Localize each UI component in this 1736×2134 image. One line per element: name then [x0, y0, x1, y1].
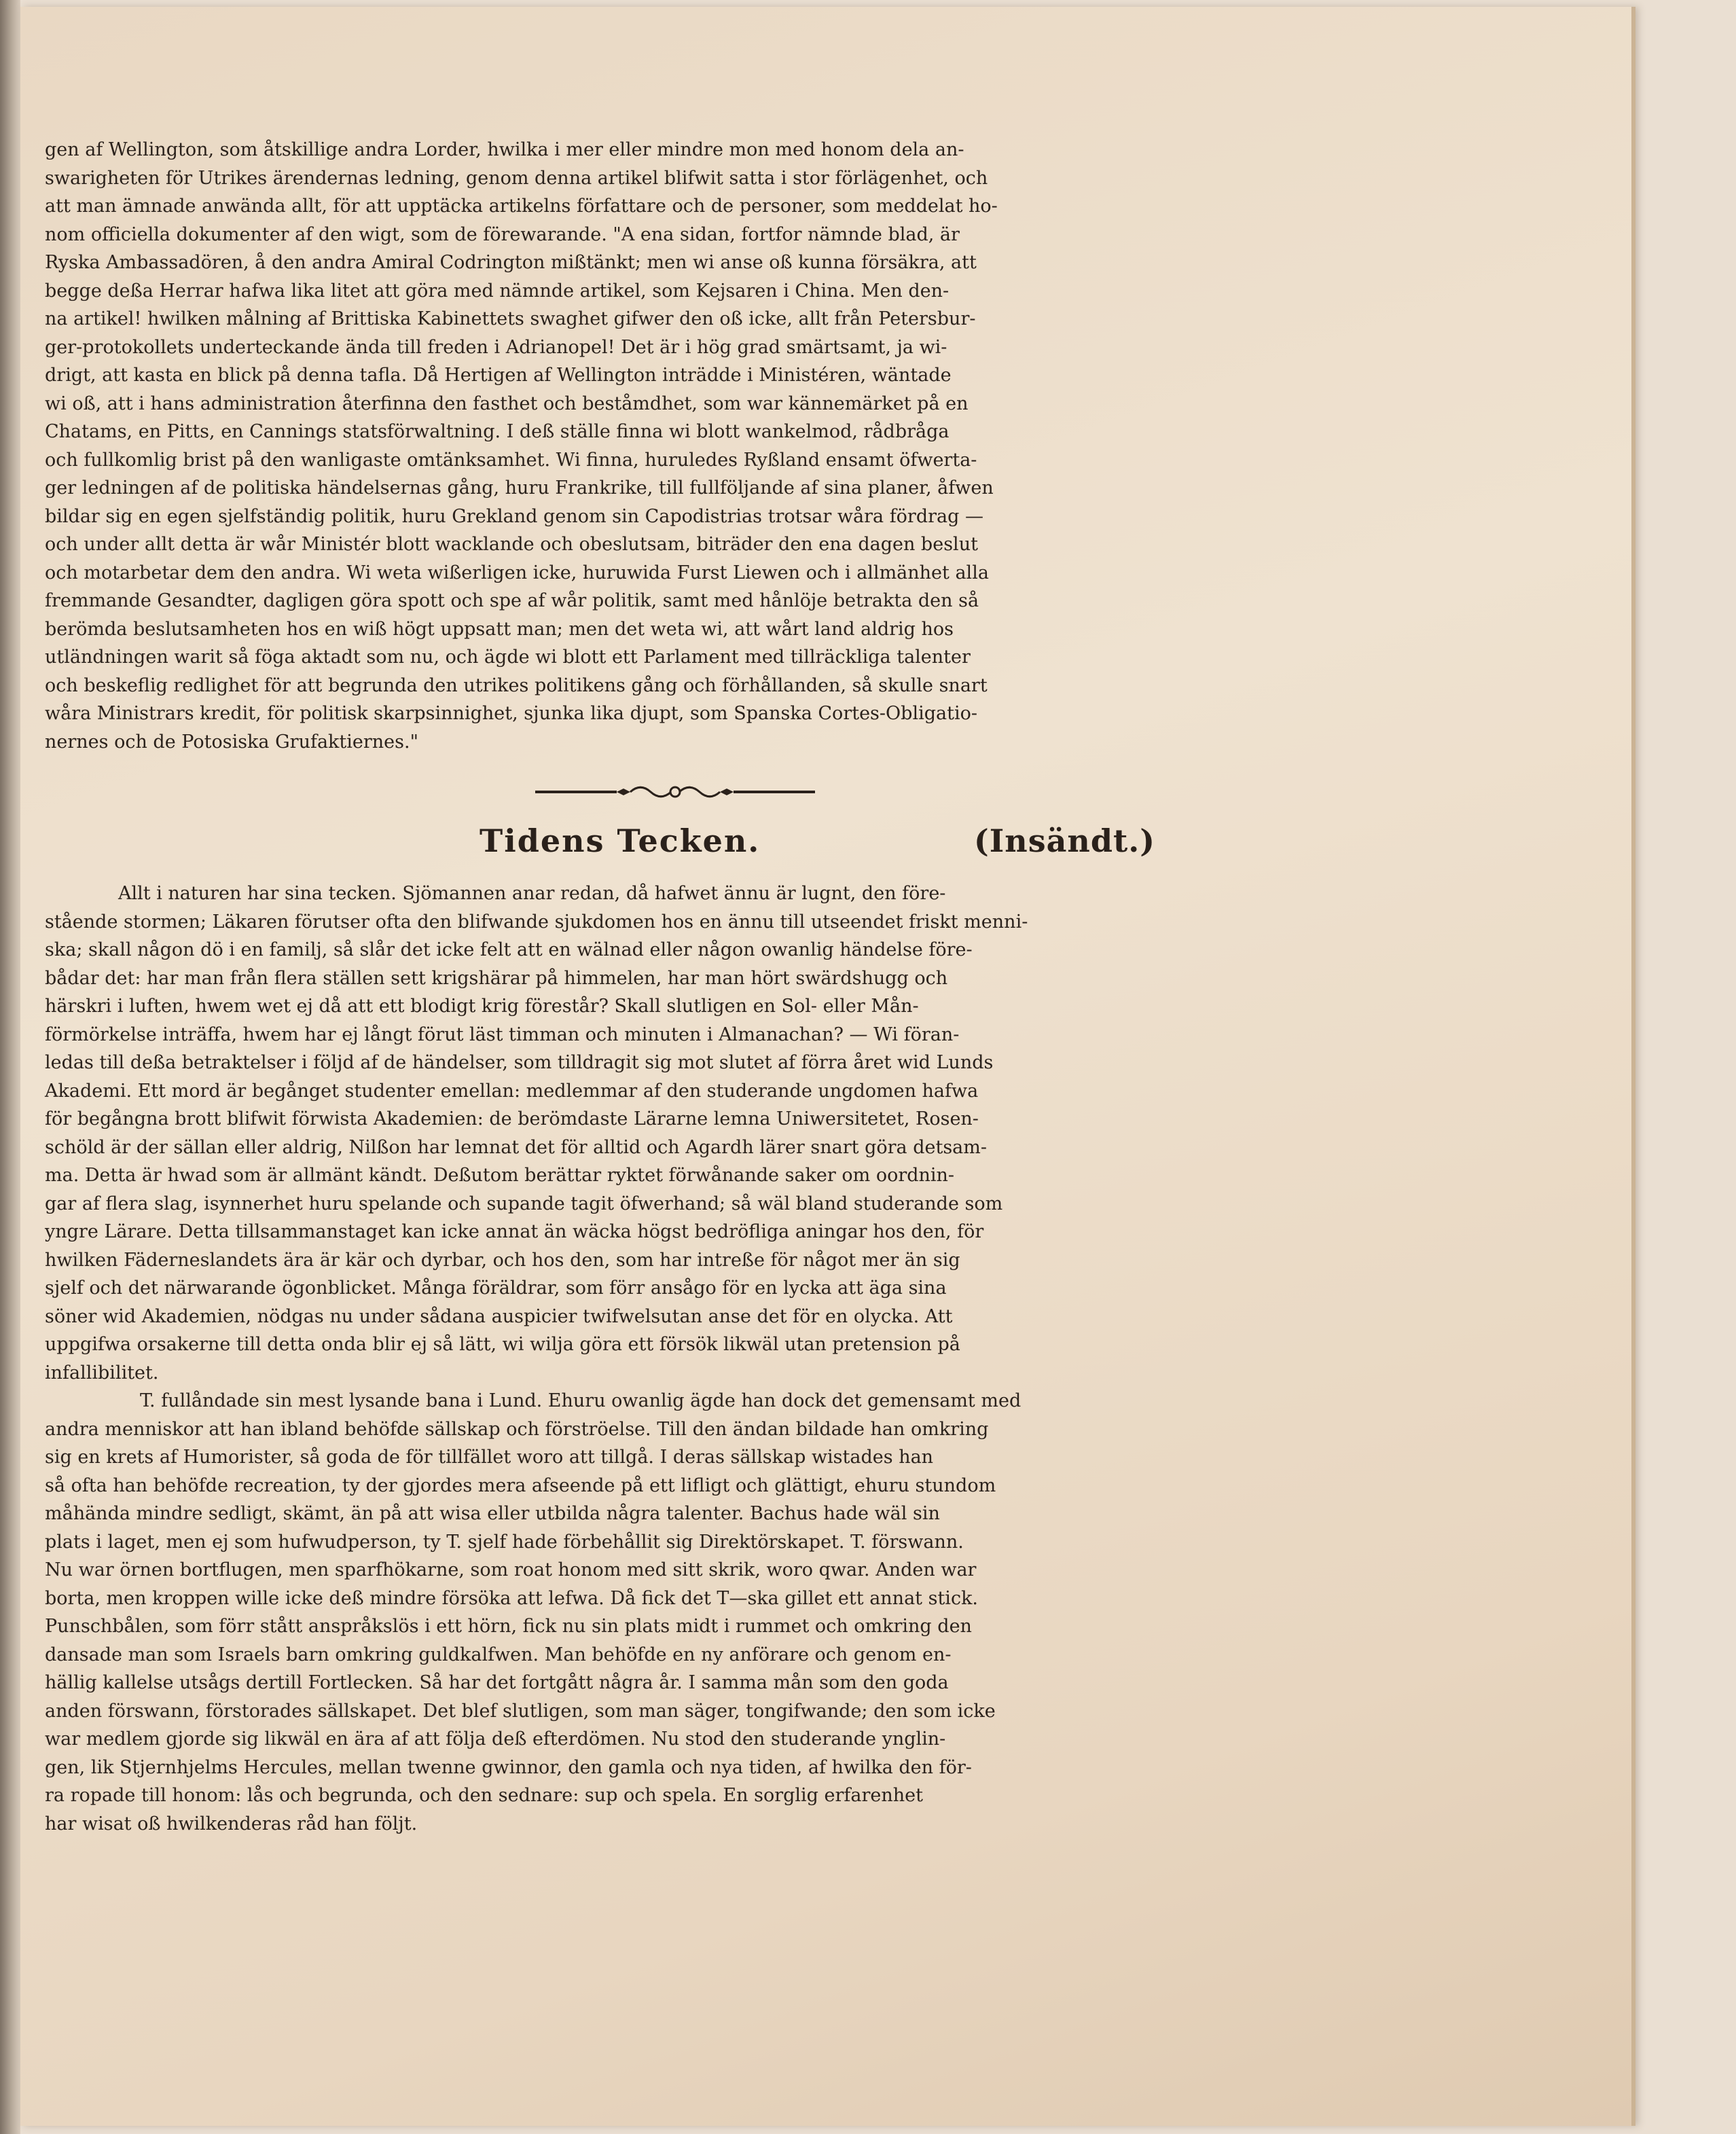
- text-line: Akademi. Ett mord är begånget studenter emellan: medlemmar af den studerande ungdomen hafwa: [45, 1080, 979, 1102]
- text-line: ger-protokollets underteckande ända till freden i Adrianopel! Det är i hög grad smärtsamt, ja wi-: [45, 336, 947, 358]
- text-line: nom officiella dokumenter af den wigt, som de förewarande. "A ena sidan, fortfor nämnde blad, är: [45, 223, 960, 245]
- binding-shadow: [0, 0, 20, 2134]
- text-line: ma. Detta är hwad som är allmänt kändt. Deßutom berättar ryktet förwånande saker om oordnin-: [45, 1165, 955, 1186]
- text-line: måhända mindre sedligt, skämt, än på att wisa eller utbilda några talenter. Bachus hade wäl sin: [45, 1503, 940, 1524]
- page-edge: [1631, 7, 1635, 2126]
- text-line: fremmande Gesandter, dagligen göra spott och spe af wår politik, samt med hånlöje betrakta den så: [45, 590, 979, 611]
- text-line: söner wid Akademien, nödgas nu under sådana auspicier twifwelsutan anse det för en olycka. Att: [45, 1305, 953, 1327]
- text-line: Chatams, en Pitts, en Cannings statsförwaltning. I deß ställe finna wi blott wankelmod, rådbråga: [45, 421, 950, 442]
- text-line: ra ropade till honom: lås och begrunda, och den sednare: sup och spela. En sorglig erfarenhet: [45, 1785, 923, 1806]
- newspaper-page: [20, 7, 1634, 2126]
- text-line: Punschbålen, som förr stått anspråkslös i ett hörn, fick nu sin plats midt i rummet och omkring den: [45, 1616, 972, 1637]
- text-line: nernes och de Potosiska Grufaktiernes.": [45, 731, 419, 753]
- text-line: berömda beslutsamheten hos en wiß högt uppsatt man; men det weta wi, att wårt land aldrig hos: [45, 618, 954, 640]
- text-line: och beskeflig redlighet för att begrunda den utrikes politikens gång och förhållanden, så skulle snart: [45, 674, 988, 696]
- text-line: gen af Wellington, som åtskillige andra Lorder, hwilka i mer eller mindre mon med honom dela an-: [45, 139, 964, 160]
- text-line: Ryska Ambassadören, å den andra Amiral Codrington mißtänkt; men wi anse oß kunna försäkra, att: [45, 252, 977, 273]
- text-line: na artikel! hwilken målning af Brittiska Kabinettets swaghet gifwer den oß icke, allt från Petersbur-: [45, 308, 976, 329]
- text-line: för begångna brott blifwit förwista Akademien: de berömdaste Lärarne lemna Uniwersitetet, Rosen-: [45, 1108, 979, 1129]
- text-line: ger ledningen af de politiska händelsernas gång, huru Frankrike, till fullföljande af sina planer, åfwen: [45, 477, 994, 499]
- text-line: wåra Ministrars kredit, för politisk skarpsinnighet, sjunka lika djupt, som Spanska Cortes-Obligatio-: [45, 703, 977, 724]
- text-line: schöld är der sällan eller aldrig, Nilßon har lemnat det för alltid och Agardh lärer snart göra detsam-: [45, 1136, 987, 1158]
- text-line: ledas till deßa betraktelser i följd af de händelser, som tilldragit sig mot slutet af förra året wid Lunds: [45, 1052, 994, 1073]
- text-line: hwilken Fäderneslandets ära är kär och dyrbar, och hos den, som har intreße för något mer än sig: [45, 1249, 960, 1271]
- text-line: Nu war örnen bortflugen, men sparfhökarne, som roat honom med sitt skrik, woro qwar. Anden war: [45, 1559, 977, 1580]
- article-body-paragraph-1: [45, 880, 1301, 1387]
- text-line: stående stormen; Läkaren förutser ofta den blifwande sjukdomen hos en ännu till utseendet friskt menni-: [45, 911, 1028, 933]
- text-line: swarigheten för Utrikes ärendernas ledning, genom denna artikel blifwit satta i stor förlägenhet, och: [45, 167, 988, 189]
- ornamental-rule-graphic: [535, 784, 815, 799]
- text-line: war medlem gjorde sig likwäl en ära af att följa deß efterdömen. Nu stod den studerande ynglin-: [45, 1729, 946, 1750]
- text-line: att man ämnade anwända allt, för att upptäcka artikelns författare och de personer, som meddelat ho-: [45, 196, 998, 217]
- text-line: så ofta han behöfde recreation, ty der gjordes mera afseende på ett lifligt och glättigt, ehuru stundom: [45, 1475, 996, 1496]
- text-line: härskri i luften, hwem wet ej då att ett blodigt krig förestår? Skall slutligen en Sol- eller Mån-: [45, 996, 919, 1017]
- text-line: sig en krets af Humorister, så goda de för tillfället woro att tillgå. I deras sällskap wistades han: [45, 1447, 934, 1468]
- page-content: [45, 136, 1301, 1838]
- text-line: wi oß, att i hans administration återfinna den fasthet och beståmdhet, som war kännemärket på en: [45, 393, 969, 414]
- text-line: och motarbetar dem den andra. Wi weta wißerligen icke, huruwida Furst Liewen och i allmänhet alla: [45, 562, 989, 583]
- text-line: gar af flera slag, isynnerhet huru spelande och supande tagit öfwerhand; så wäl bland studerande som: [45, 1193, 1003, 1214]
- text-line: bildar sig en egen sjelfständig politik, huru Grekland genom sin Capodistrias trotsar wåra fördrag —: [45, 505, 983, 527]
- text-line: och fullkomlig brist på den wanligaste omtänksamhet. Wi finna, huruledes Ryßland ensamt öfwerta-: [45, 449, 977, 471]
- text-line: sjelf och det närwarande ögonblicket. Många föräldrar, som förr ansågo för en lycka att äga sina: [45, 1278, 947, 1299]
- text-line: utländningen warit så föga aktadt som nu, och ägde wi blott ett Parlament med tillräckliga talenter: [45, 647, 971, 668]
- text-line: Allt i naturen har sina tecken. Sjömannen anar redan, då hafwet ännu är lugnt, den före-: [118, 883, 946, 904]
- text-line: plats i laget, men ej som hufwudperson, ty T. sjelf hade förbehållit sig Direktörskapet. T. förswann.: [45, 1531, 964, 1553]
- text-line: yngre Lärare. Detta tillsammanstaget kan icke annat än wäcka högst bedröfliga aningar hos den, för: [45, 1221, 984, 1242]
- text-line: begge deßa Herrar hafwa lika litet att göra med nämnde artikel, som Kejsaren i China. Men den-: [45, 280, 950, 302]
- text-line: hällig kallelse utsågs dertill Fortlecken. Så har det fortgått några år. I samma mån som den goda: [45, 1672, 949, 1693]
- article-continuation: [45, 136, 1301, 756]
- text-line: T. fullåndade sin mest lysande bana i Lund. Ehuru owanlig ägde han dock det gemensamt med: [140, 1390, 1021, 1411]
- text-line: uppgifwa orsakerne till detta onda blir ej så lätt, wi wilja göra ett försök likwäl utan pretension på: [45, 1334, 960, 1355]
- text-line: gen, lik Stjernhjelms Hercules, mellan twenne gwinnor, den gamla och nya tiden, af hwilka den för-: [45, 1756, 972, 1778]
- text-line: infallibilitet.: [45, 1362, 159, 1384]
- article-subtitle: (Insändt.): [974, 822, 1156, 859]
- article-title: Tidens Tecken.: [480, 822, 761, 859]
- text-line: borta, men kroppen wille icke deß mindre försöka att lefwa. Då fick det T—ska gillet ett annat stick.: [45, 1587, 979, 1609]
- text-line: bådar det: har man från flera ställen sett krigshärar på himmelen, har man hört swärdshugg och: [45, 967, 948, 989]
- section-divider: [45, 771, 1301, 813]
- text-line: har wisat oß hwilkenderas råd han följt.: [45, 1813, 418, 1834]
- text-line: andra menniskor att han ibland behöfde sällskap och förströelse. Till den ändan bildade han omkring: [45, 1418, 989, 1440]
- text-line: anden förswann, förstorades sällskapet. Det blef slutligen, som man säger, tongifwande; den som icke: [45, 1700, 996, 1722]
- text-line: och under allt detta är wår Ministér blott wacklande och obeslutsam, biträder den ena dagen beslut: [45, 534, 978, 555]
- text-line: dansade man som Israels barn omkring guldkalfwen. Man behöfde en ny anförare och genom en-: [45, 1644, 952, 1665]
- text-line: ska; skall någon dö i en familj, så slår det icke felt att en wälnad eller någon owanlig händelse före-: [45, 939, 973, 960]
- article-body-paragraph-2: [45, 1387, 1301, 1838]
- article-heading: [45, 816, 1301, 878]
- text-line: förmörkelse inträffa, hwem har ej långt förut läst timman och minuten i Almanachan? — Wi föran-: [45, 1024, 960, 1045]
- text-line: drigt, att kasta en blick på denna tafla. Då Hertigen af Wellington inträdde i Ministéren, wäntade: [45, 365, 952, 386]
